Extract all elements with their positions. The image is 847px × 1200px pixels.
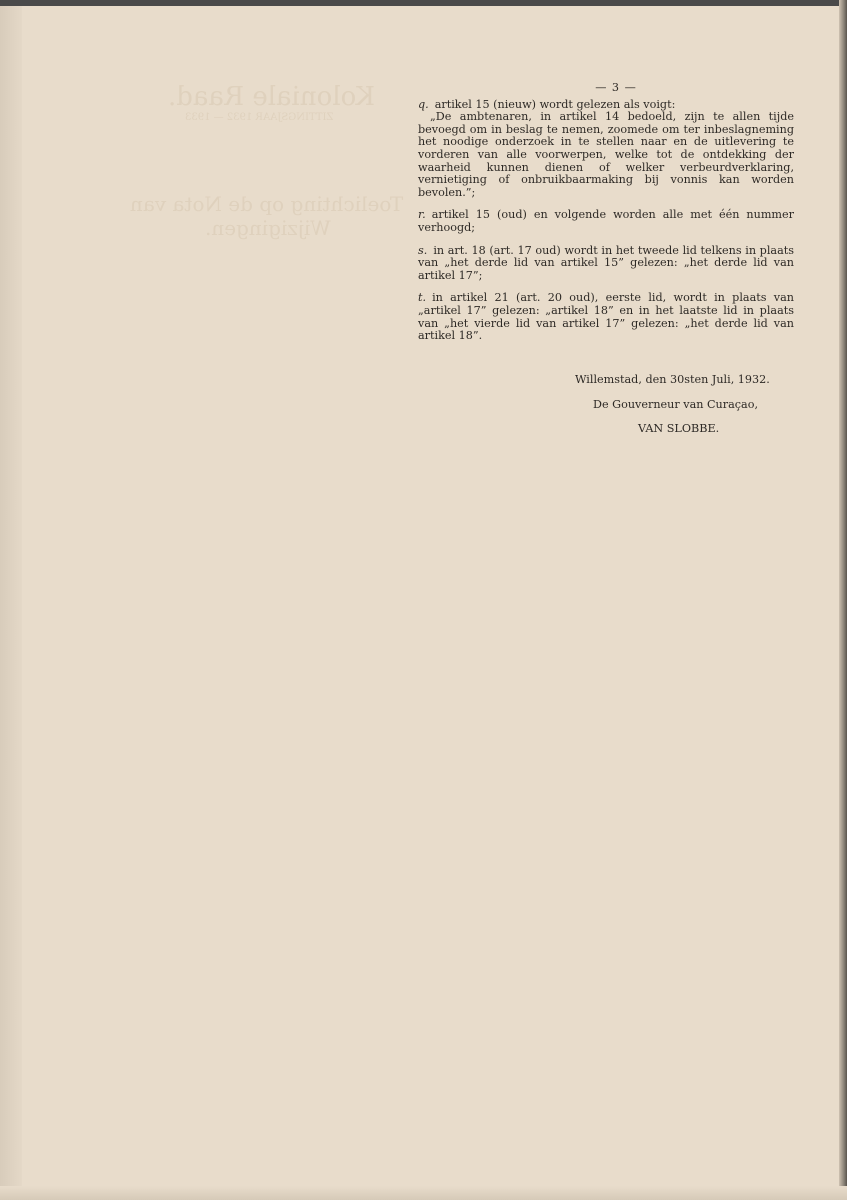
scan-top-border <box>0 0 847 6</box>
item-r <box>418 209 794 234</box>
document-body <box>418 82 794 343</box>
item-s <box>418 245 794 283</box>
item-q-intro: artikel 15 (nieuw) wordt gelezen als voigt: <box>434 97 676 111</box>
bleed-through-title: Toelichting op de Nota van <box>130 192 404 216</box>
item-t-label: t. <box>418 291 427 305</box>
item-r-text: artikel 15 (oud) en volgende worden alle met één nummer verhoogd; <box>418 208 794 234</box>
item-s-text: in art. 18 (art. 17 oud) wordt in het tweede lid telkens in plaats van „het derde lid van artikel 15” gelezen: „het derde lid van artikel 17”; <box>418 243 794 282</box>
signature-name: VAN SLOBBE. <box>638 422 720 435</box>
scan-right-border <box>839 0 847 1200</box>
signature-title: De Gouverneur van Curaçao, <box>593 398 759 411</box>
signature-place-date: Willemstad, den 30sten Juli, 1932. <box>575 373 770 386</box>
item-q-quote: „De ambtenaren, in artikel 14 bedoeld, zijn te allen tijde bevoegd om in beslag te nemen, zoomede om ter inbeslagneming het noodige onderzoek in te stellen naar en de uitlevering te vorderen van alle voorwerpen, welke tot de ontdekking der waarheid kunnen dienen of welker verbeurdverklaring, vernietiging of onbruikbaarmaking bij vonnis kan worden bevolen.”; <box>418 110 794 199</box>
item-q-label: q. <box>418 97 429 111</box>
bleed-through-heading: Koloniale Raad. <box>168 82 375 112</box>
scan-bottom-edge <box>0 1186 847 1200</box>
item-t-text: in artikel 21 (art. 20 oud), eerste lid, wordt in plaats van „artikel 17” gelezen: „artikel 18” en in het laatste lid in plaats van „het vierde lid van artikel 17” gelezen: „het derde lid van artikel 18”. <box>418 291 794 343</box>
item-r-label: r. <box>418 208 426 222</box>
item-s-label: s. <box>418 243 428 257</box>
bleed-through-title-2: Wijzigingen. <box>205 216 331 240</box>
scan-left-margin <box>0 6 22 1200</box>
bleed-through-subheading: ZITTINGSJAAR 1932 — 1933 <box>185 112 334 123</box>
item-t <box>418 292 794 342</box>
page-number: — 3 — <box>595 81 637 94</box>
